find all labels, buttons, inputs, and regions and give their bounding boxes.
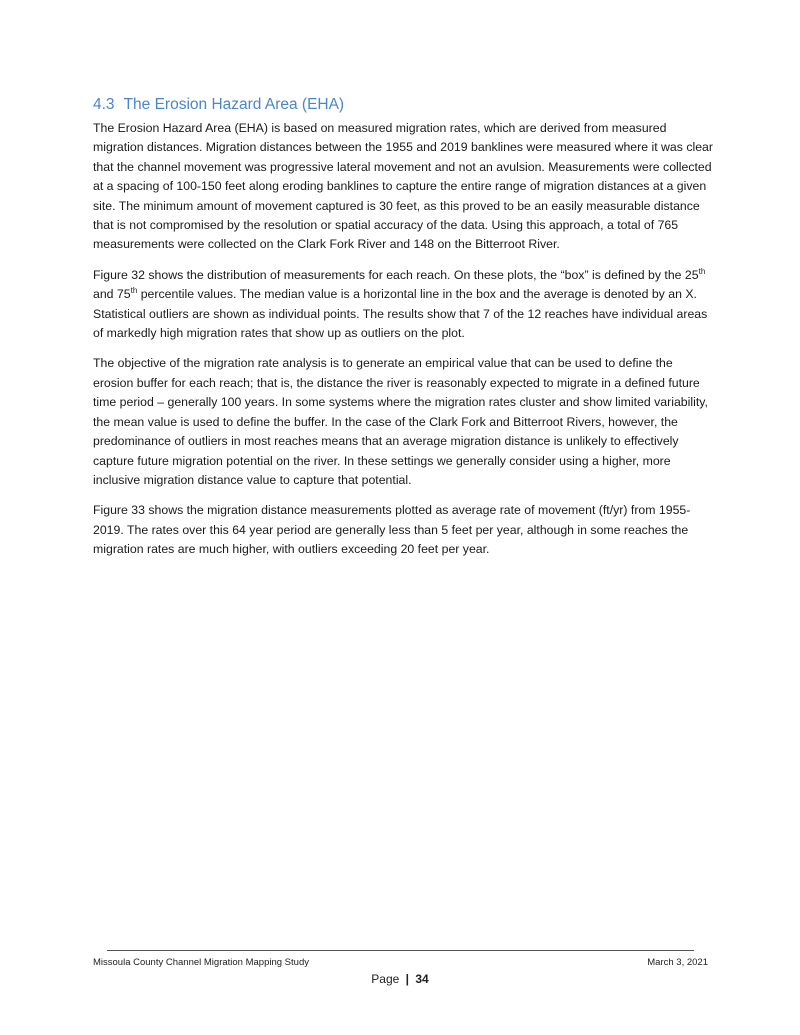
- page-number-line: [0, 972, 800, 986]
- paragraph-3: The objective of the migration rate analysis is to generate an empirical value that can be used to define the erosion buffer for each reach; that is, the distance the river is reasonably expected to migrate in a defined future time period – generally 100 years. In some systems where the migration rates cluster and show limited variability, the mean value is used to define the buffer. In the case of the Clark Fork and Bitterroot Rivers, however, the predominance of outliers in most reaches means that an average migration distance is unlikely to effectively capture future migration potential on the river. In these settings we generally consider using a higher, more inclusive migration distance value to capture that potential.: [93, 356, 708, 487]
- paragraph-1: The Erosion Hazard Area (EHA) is based on measured migration rates, which are derived from measured migration distances. Migration distances between the 1955 and 2019 banklines were measured where it was clear that the channel movement was progressive lateral movement and not an avulsion. Measurements were collected at a spacing of 100-150 feet along eroding banklines to capture the entire range of migration distances at a given site. The minimum amount of movement captured is 30 feet, as this proved to be an easily measurable distance that is not compromised by the resolution or spatial accuracy of the data. Using this approach, a total of 765 measurements were collected on the Clark Fork River and 148 on the Bitterroot River.: [93, 121, 713, 252]
- paragraph-4: Figure 33 shows the migration distance measurements plotted as average rate of movement (ft/yr) from 1955-2019. The rates over this 64 year period are generally less than 5 feet per year, although in some reaches the migration rates are much higher, with outliers exceeding 20 feet per year.: [93, 503, 691, 557]
- section-title: The Erosion Hazard Area (EHA): [123, 96, 345, 113]
- paragraph-2: [93, 266, 713, 344]
- footer-divider: [107, 950, 694, 951]
- paragraph-2-part-a: Figure 32 shows the distribution of measurements for each reach. On these plots, the “box” is defined by the 25: [93, 267, 699, 282]
- paragraph-2-part-b: and 75: [93, 287, 131, 302]
- paragraph-2-part-c: percentile values. The median value is a horizontal line in the box and the average is denoted by an X. Statistical outliers are shown as individual points. The results show that 7 of the 12 reaches have individual areas of markedly high migration rates that show up as outliers on the plot.: [93, 287, 708, 341]
- superscript-th-2: th: [130, 286, 138, 296]
- page-label: Page: [371, 972, 400, 986]
- footer-date: March 3, 2021: [647, 957, 708, 968]
- page-content: [93, 95, 713, 571]
- superscript-th-1: th: [698, 266, 706, 276]
- page-separator: |: [405, 972, 410, 986]
- footer-document-title: Missoula County Channel Migration Mapping Study: [93, 957, 309, 968]
- section-number: 4.3: [93, 96, 115, 113]
- section-heading: [93, 95, 713, 115]
- page-number: 34: [415, 972, 429, 986]
